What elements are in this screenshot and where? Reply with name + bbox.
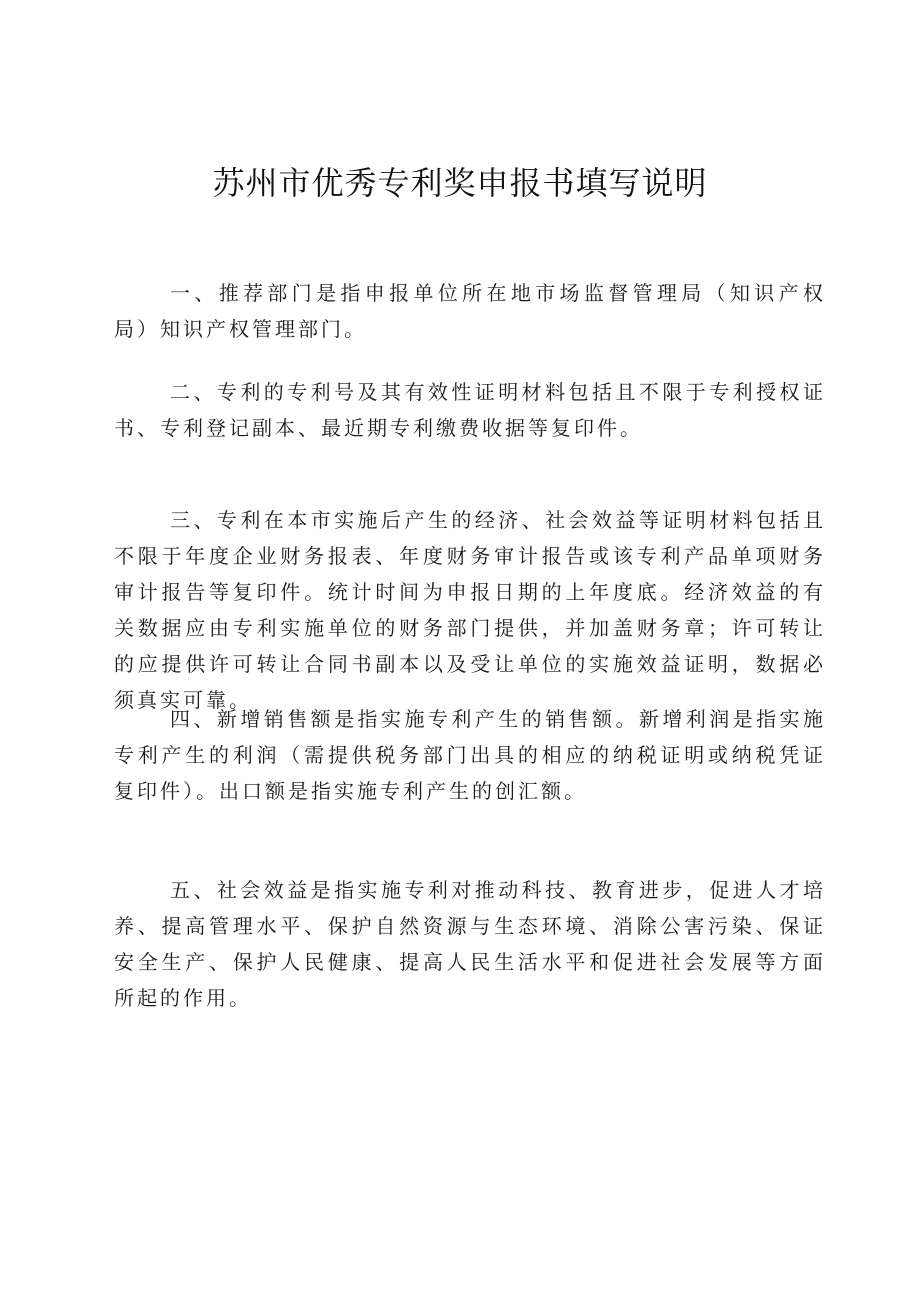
document-title: 苏州市优秀专利奖申报书填写说明 — [212, 164, 708, 202]
paragraph-economic-social-benefit-materials: 三、专利在本市实施后产生的经济、社会效益等证明材料包括且不限于年度企业财务报表、年度财务审计报告或该专利产品单项财务审计报告等复印件。统计时间为申报日期的上年度底。经济效益的有关数据应由专利实施单位的财务部门提供，并加盖财务章；许可转让的应提供许可转让合同书副本以及受让单位的实施效益证明，数据必须真实可靠。 — [114, 508, 826, 712]
paragraph-recommending-department: 一、推荐部门是指申报单位所在地市场监督管理局（知识产权局）知识产权管理部门。 — [114, 281, 826, 341]
paragraph-sales-profit-export-definitions: 四、新增销售额是指实施专利产生的销售额。新增利润是指实施专利产生的利润（需提供税务部门出具的相应的纳税证明或纳税凭证复印件）。出口额是指实施专利产生的创汇额。 — [114, 707, 826, 803]
paragraph-patent-validity-materials: 二、专利的专利号及其有效性证明材料包括且不限于专利授权证书、专利登记副本、最近期专利缴费收据等复印件。 — [114, 380, 826, 440]
paragraph-social-benefit-definition: 五、社会效益是指实施专利对推动科技、教育进步，促进人才培养、提高管理水平、保护自然资源与生态环境、消除公害污染、保证安全生产、保护人民健康、提高人民生活水平和促进社会发展等方面所起的作用。 — [114, 878, 826, 1010]
